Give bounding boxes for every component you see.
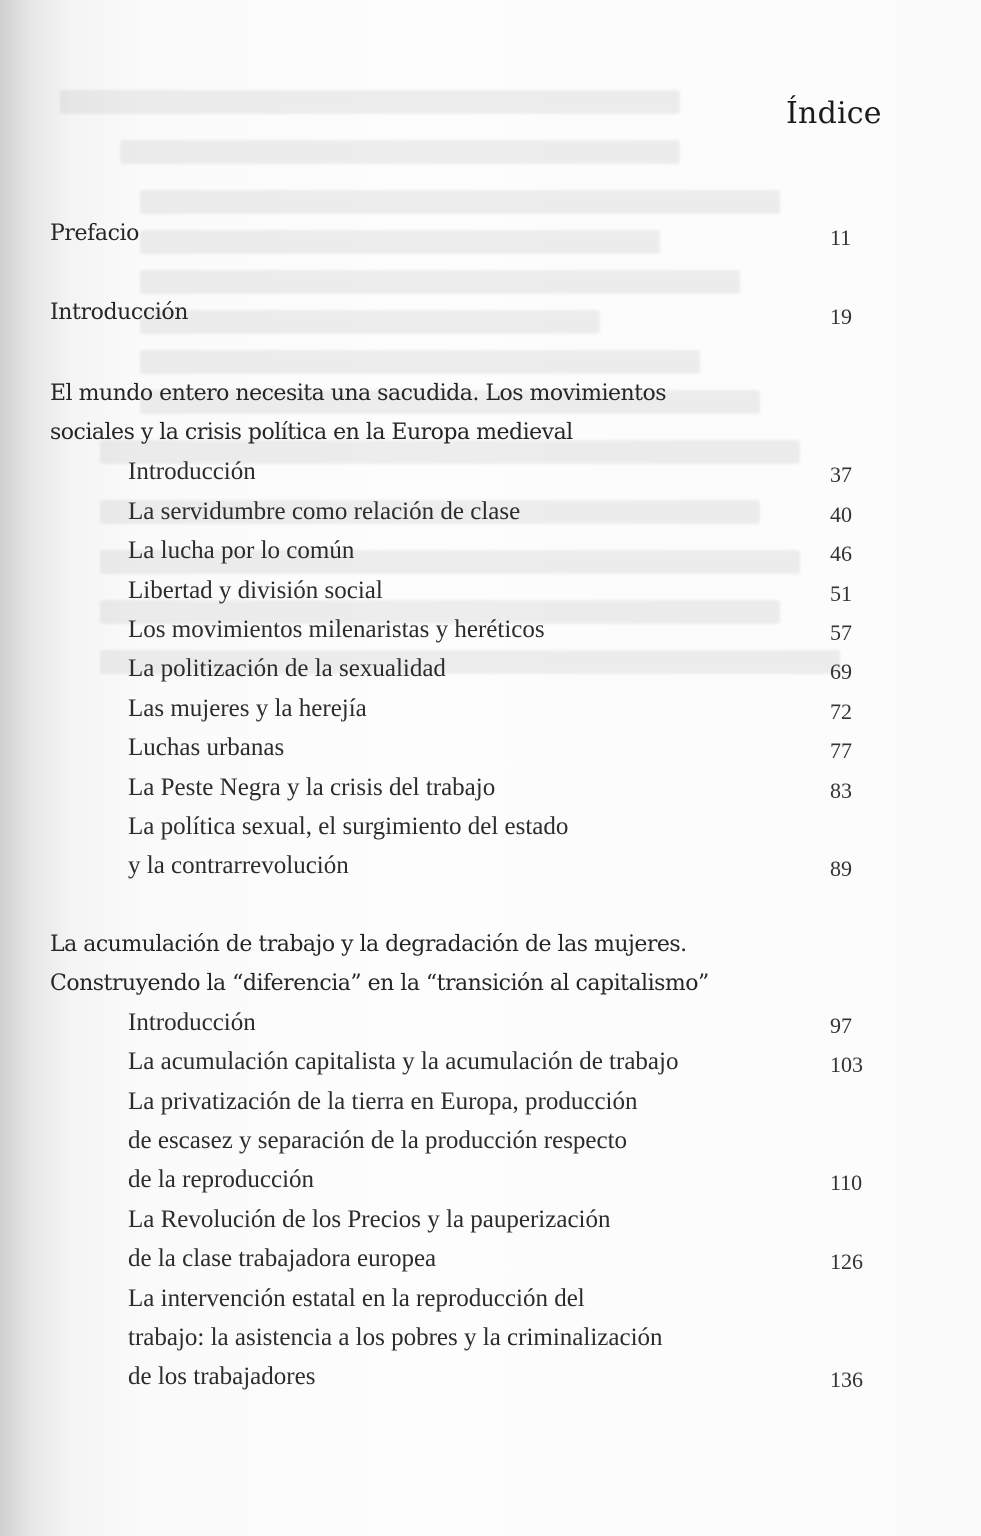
section-line: Los movimientos milenaristas y heréticos [128, 616, 545, 643]
section-page: 83 [830, 778, 852, 803]
section-line: La privatización de la tierra en Europa, producción [128, 1088, 638, 1115]
section-line: La Peste Negra y la crisis del trabajo [128, 774, 496, 801]
section-line: Libertad y división social [128, 577, 383, 604]
section-line: Luchas urbanas [128, 734, 285, 761]
section-page: 126 [830, 1249, 863, 1274]
chapter-2-title-line-2: Construyendo la “diferencia” en la “transición al capitalismo” [50, 971, 709, 996]
section-page: 51 [830, 581, 852, 606]
index-heading: Índice [786, 96, 882, 131]
section-line: La política sexual, el surgimiento del estado [128, 813, 569, 840]
entry-page: 11 [830, 225, 852, 250]
section-line: La intervención estatal en la reproducción del [128, 1285, 585, 1312]
section-page: 97 [830, 1013, 852, 1038]
toc-entry-prefacio [50, 214, 875, 253]
section-page: 72 [830, 699, 852, 724]
section-line: La acumulación capitalista y la acumulación de trabajo [128, 1048, 679, 1075]
section-page: 103 [830, 1052, 863, 1077]
section-page: 77 [830, 738, 852, 763]
chapter-1-title-line-1: El mundo entero necesita una sacudida. Los movimientos [50, 381, 667, 406]
section-page: 89 [830, 856, 852, 881]
section-line: Las mujeres y la herejía [128, 695, 367, 722]
section-line: La servidumbre como relación de clase [128, 498, 521, 525]
toc-entry-introduccion [50, 293, 875, 332]
chapter-2-title-line-1: La acumulación de trabajo y la degradación de las mujeres. [50, 932, 687, 957]
section-page: 57 [830, 620, 852, 645]
section-line: de la reproducción [128, 1166, 315, 1193]
section-page: 136 [830, 1367, 863, 1392]
section-page: 69 [830, 659, 852, 684]
section-line: La lucha por lo común [128, 537, 355, 564]
section-line: y la contrarrevolución [128, 852, 349, 879]
section-line: de la clase trabajadora europea [128, 1245, 437, 1272]
chapter-1-title-line-2: sociales y la crisis política en la Europa medieval [50, 420, 573, 445]
section-page: 37 [830, 462, 852, 487]
section-page: 46 [830, 541, 852, 566]
section-line: de escasez y separación de la producción respecto [128, 1127, 628, 1154]
section-line: La Revolución de los Precios y la pauperización [128, 1206, 611, 1233]
entry-title: Prefacio [50, 221, 140, 246]
section-line: Introducción [128, 1009, 256, 1036]
section-line: La politización de la sexualidad [128, 655, 446, 682]
section-page: 110 [830, 1170, 863, 1195]
section-line: de los trabajadores [128, 1363, 316, 1390]
section-page: 40 [830, 502, 852, 527]
entry-title: Introducción [50, 300, 189, 325]
entry-page: 19 [830, 304, 852, 329]
section-line: Introducción [128, 458, 256, 485]
section-line: trabajo: la asistencia a los pobres y la criminalización [128, 1324, 663, 1351]
